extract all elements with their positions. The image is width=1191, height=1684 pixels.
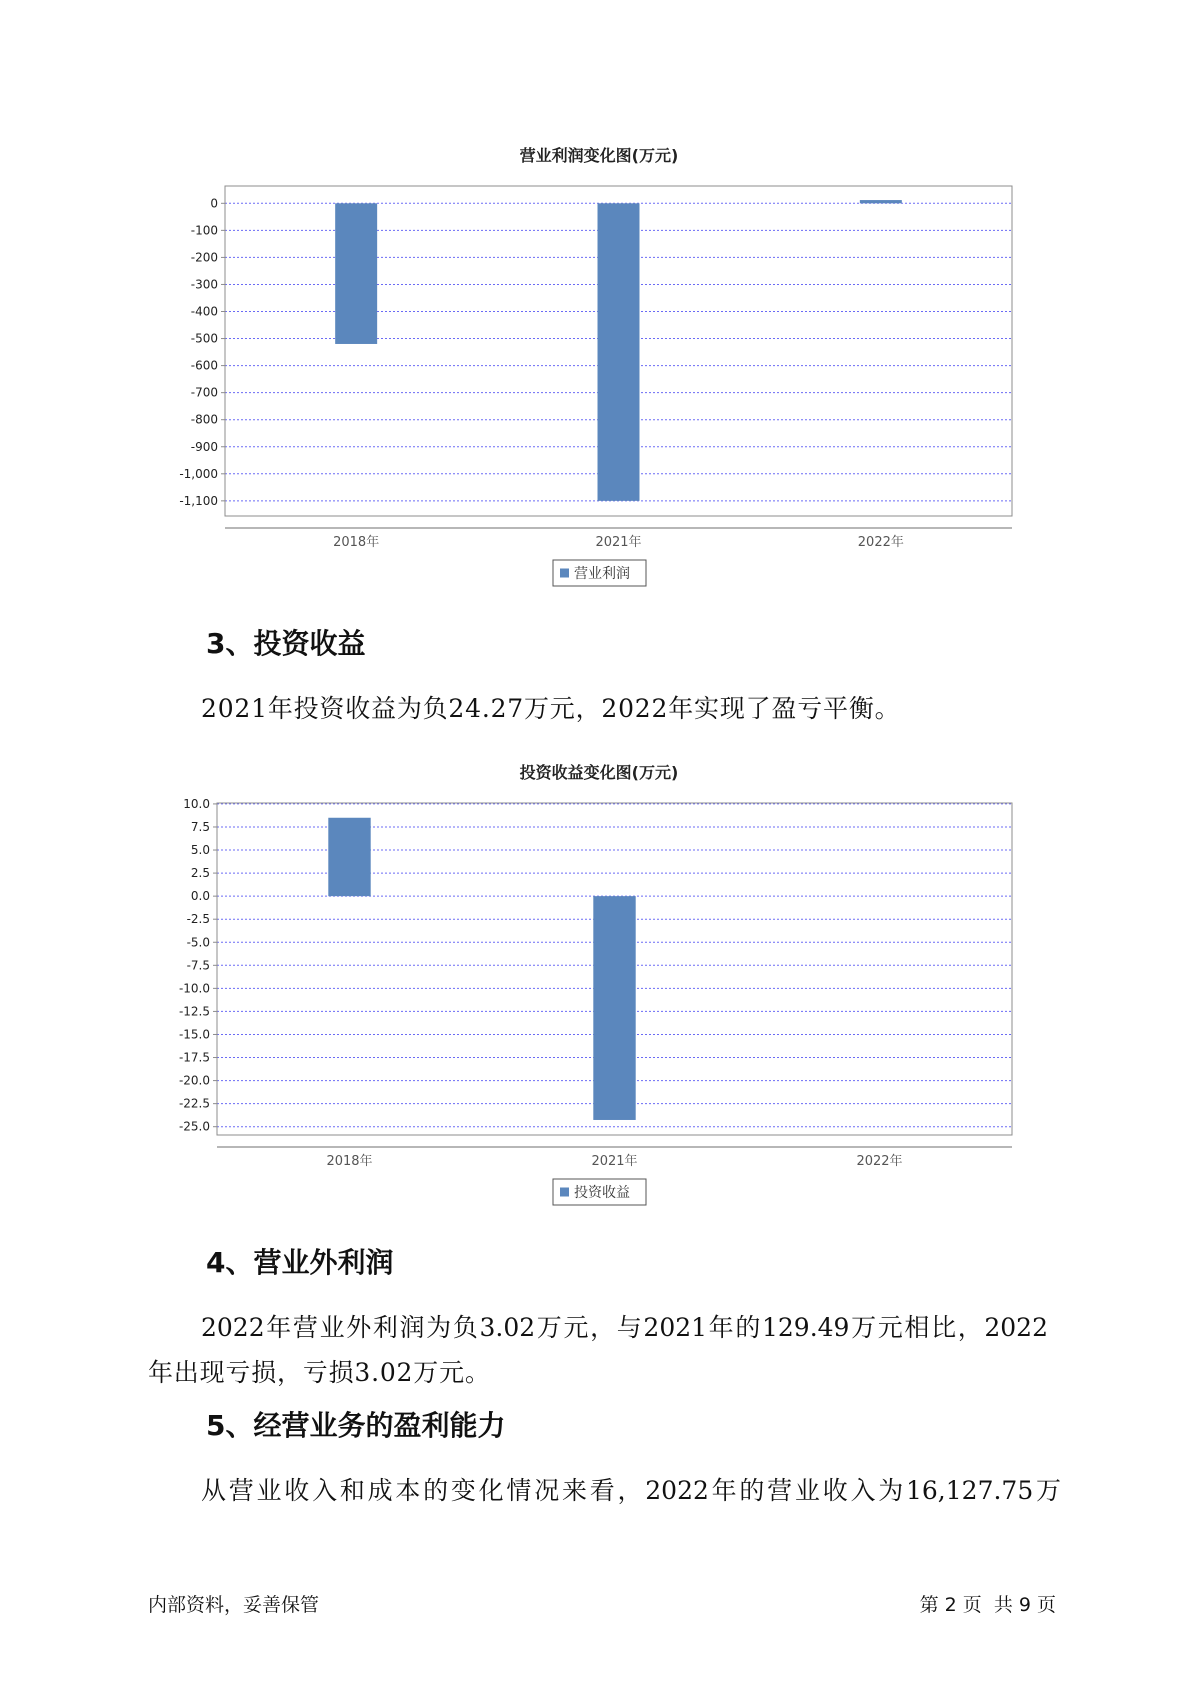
- footer-confidential-note: 内部资料，妥善保管: [148, 1594, 320, 1616]
- y-tick-label: 0: [210, 196, 218, 211]
- y-tick-label: -900: [190, 439, 218, 454]
- y-tick-label: 0.0: [190, 889, 210, 904]
- legend-swatch: [560, 569, 569, 578]
- chart-title: 营业利润变化图(万元): [519, 146, 679, 165]
- bar-2021年: [593, 896, 635, 1120]
- operating-profit-chart: [0, 120, 1191, 600]
- bar-2021年: [598, 203, 640, 501]
- legend-label: 投资收益: [574, 1185, 630, 1201]
- paragraph-investment-income: 2021年投资收益为负24.27万元，2022年实现了盈亏平衡。: [201, 694, 901, 723]
- chart-title: 投资收益变化图(万元): [519, 763, 679, 782]
- bar-2018年: [335, 203, 377, 344]
- y-tick-label: -2.5: [186, 912, 210, 927]
- bar-2022年: [860, 200, 902, 203]
- x-tick-label: 2021年: [595, 535, 642, 550]
- legend-label: 营业利润: [574, 566, 630, 582]
- y-tick-label: -12.5: [178, 1004, 210, 1019]
- y-tick-label: -500: [190, 331, 218, 346]
- x-tick-label: 2021年: [591, 1154, 638, 1169]
- y-tick-label: -20.0: [178, 1073, 210, 1088]
- y-tick-label: -800: [190, 412, 218, 427]
- y-tick-label: 2.5: [190, 866, 210, 881]
- x-tick-label: 2022年: [857, 535, 904, 550]
- y-tick-label: -7.5: [186, 958, 210, 973]
- y-tick-label: -100: [190, 223, 218, 238]
- y-tick-label: 7.5: [190, 819, 210, 834]
- y-tick-label: -700: [190, 385, 218, 400]
- bar-2018年: [328, 818, 370, 896]
- y-tick-label: -200: [190, 250, 218, 265]
- y-tick-label: 10.0: [183, 796, 210, 811]
- section-heading-investment-income: 3、投资收益: [206, 627, 366, 660]
- y-tick-label: -17.5: [178, 1050, 210, 1065]
- footer-page-number: 第 2 页 共 9 页: [919, 1594, 1056, 1616]
- y-tick-label: -600: [190, 358, 218, 373]
- y-tick-label: -22.5: [178, 1096, 210, 1111]
- x-tick-label: 2022年: [856, 1154, 903, 1169]
- x-tick-label: 2018年: [326, 1154, 373, 1169]
- section-heading-non-operating-profit: 4、营业外利润: [206, 1246, 394, 1279]
- y-tick-label: -5.0: [186, 935, 210, 950]
- x-tick-label: 2018年: [333, 535, 380, 550]
- y-tick-label: -1,100: [179, 493, 218, 508]
- y-tick-label: -400: [190, 304, 218, 319]
- y-tick-label: 5.0: [190, 843, 210, 858]
- legend-swatch: [560, 1188, 569, 1197]
- paragraph-non-operating-line-2: 年出现亏损，亏损3.02万元。: [148, 1358, 491, 1387]
- y-tick-label: -1,000: [179, 466, 218, 481]
- y-tick-label: -25.0: [178, 1119, 210, 1134]
- y-tick-label: -15.0: [178, 1027, 210, 1042]
- y-tick-label: -300: [190, 277, 218, 292]
- investment-income-chart: [0, 740, 1191, 1220]
- paragraph-profitability: 从营业收入和成本的变化情况来看，2022年的营业收入为16,127.75万: [201, 1476, 1061, 1505]
- y-tick-label: -10.0: [178, 981, 210, 996]
- section-heading-profitability: 5、经营业务的盈利能力: [206, 1409, 506, 1442]
- paragraph-non-operating-line-1: 2022年营业外利润为负3.02万元，与2021年的129.49万元相比，2022: [201, 1313, 1048, 1342]
